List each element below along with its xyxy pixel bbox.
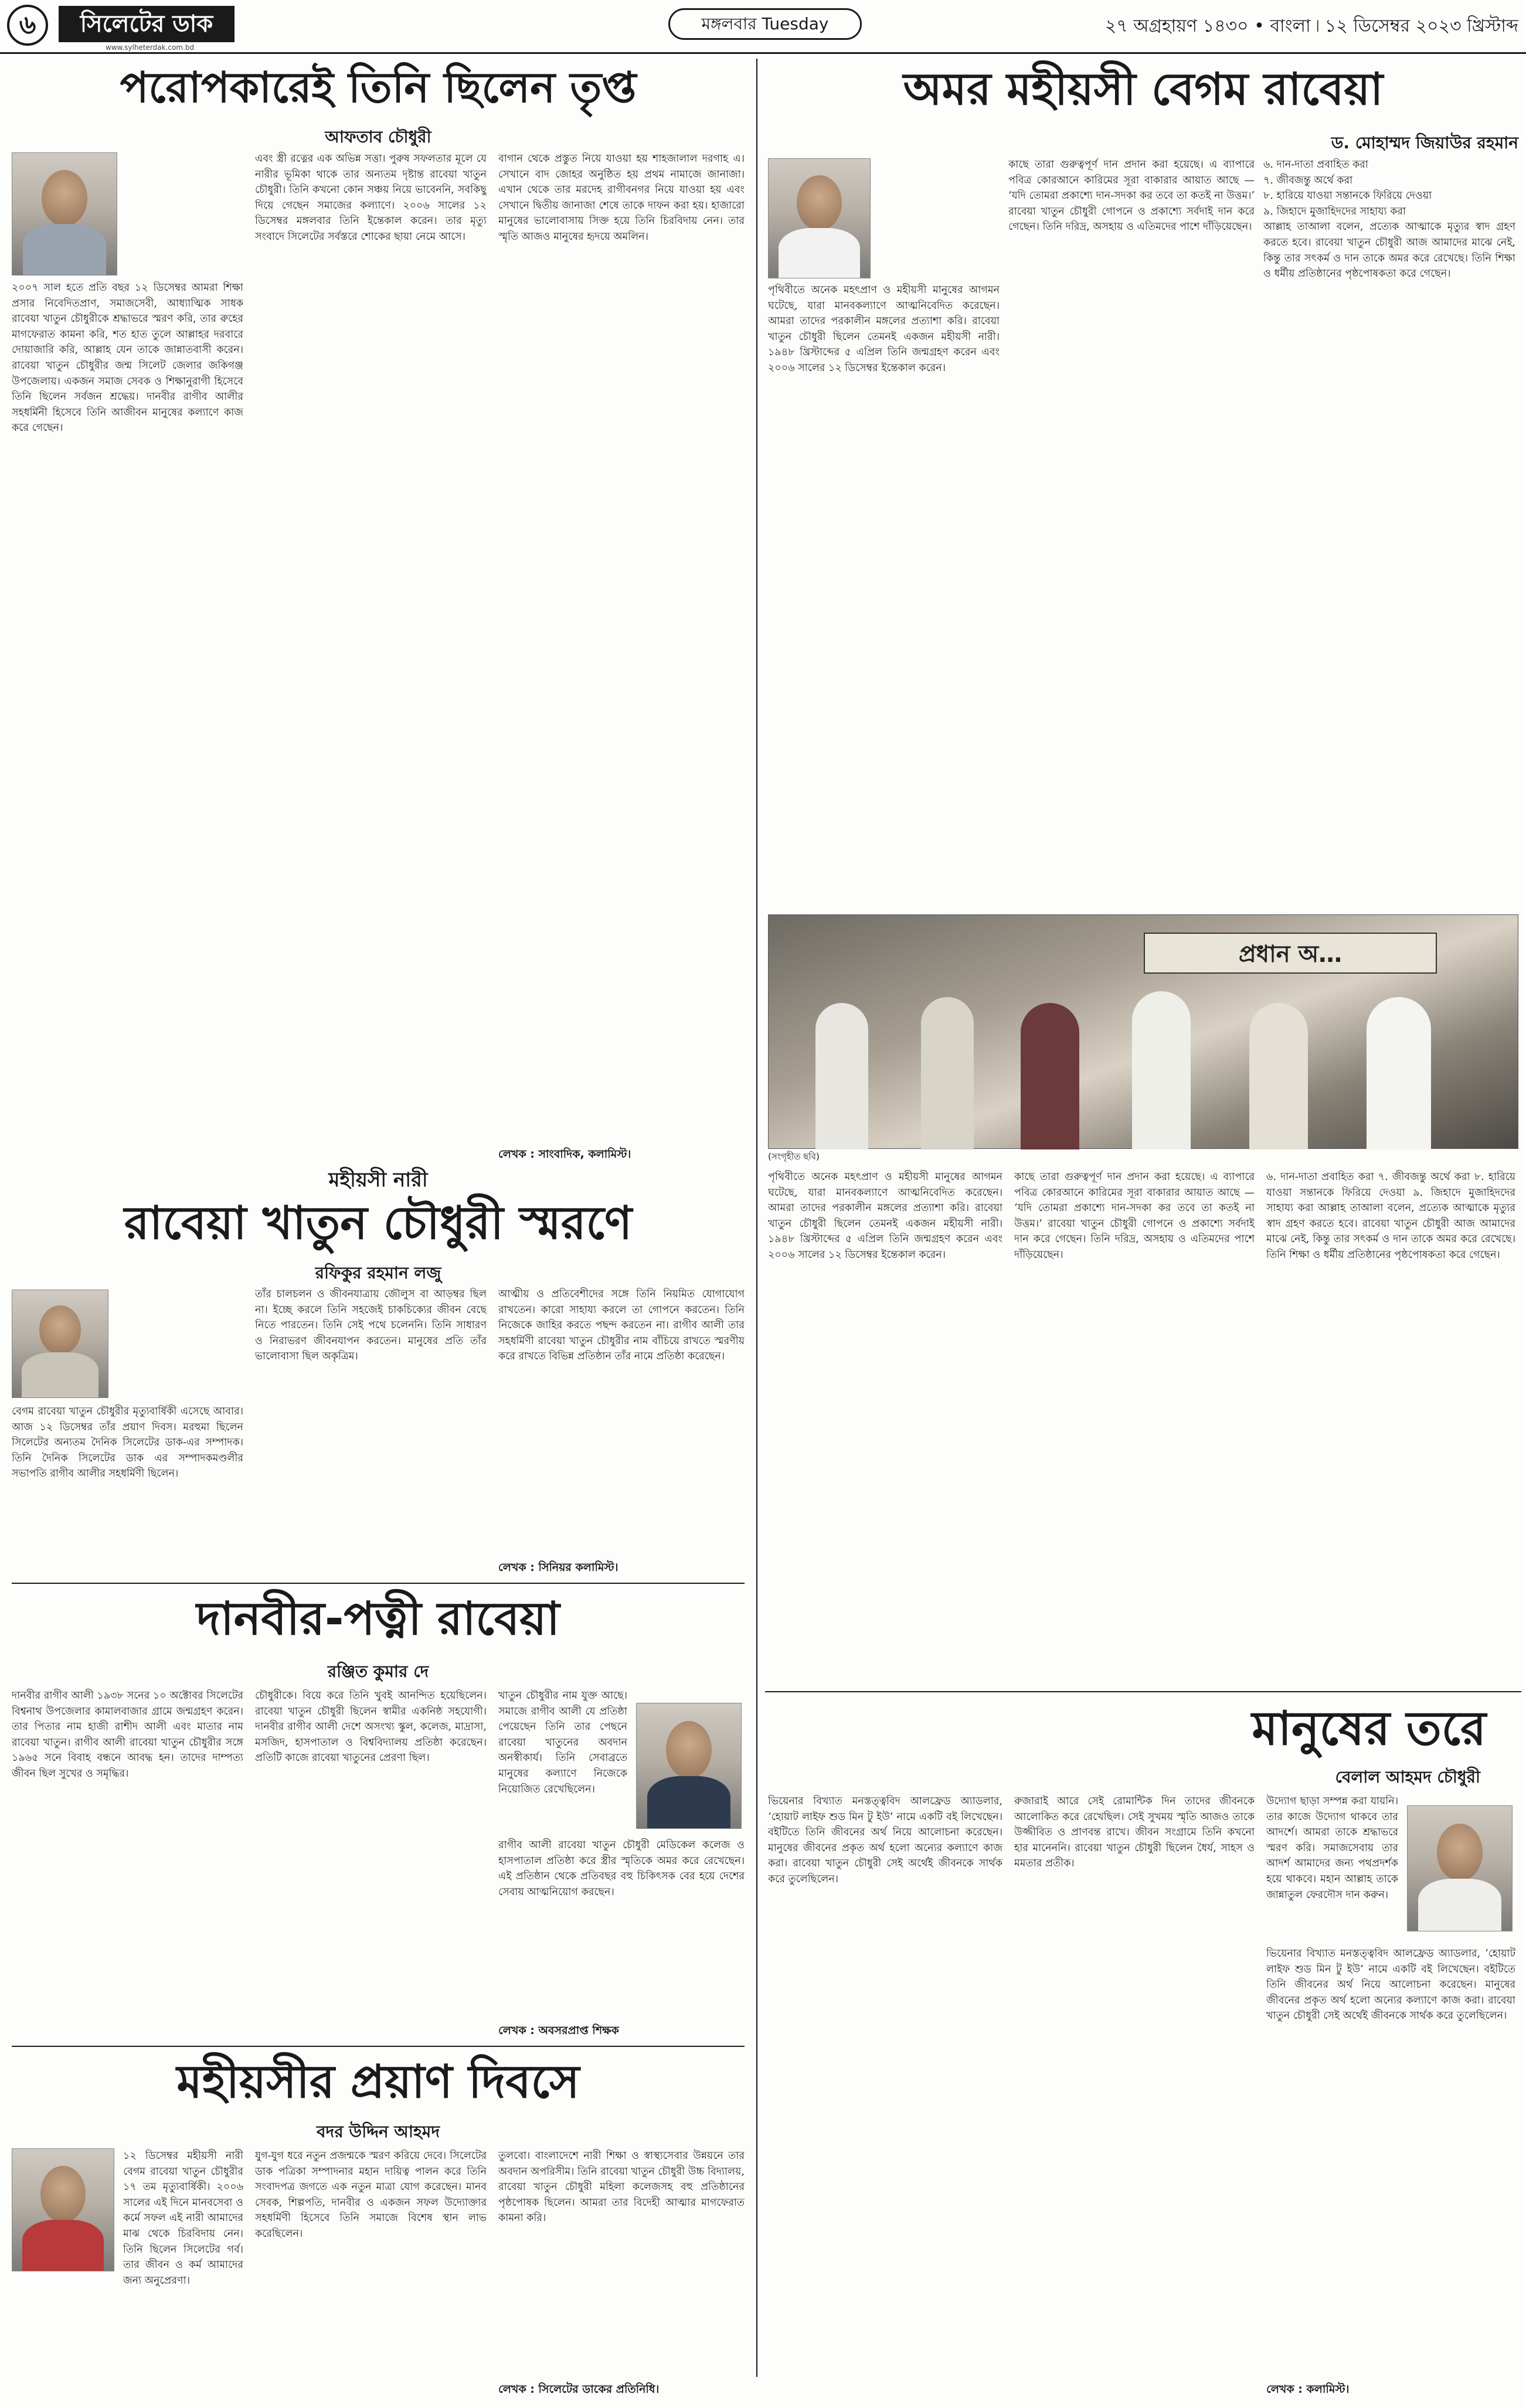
article-4-column-3: খাতুন চৌধুরীর নাম যুক্ত আছে। সমাজে রাগীব আলী যে প্রতিষ্ঠা পেয়েছেন তিনি তার পেছনে রাবেয়া খাতুনের অবদান অনস্বীকার্য। তিনি সেবাব্রতে মানুষের কল্যাণে নিজেকে নিয়োজিত রেখেছিলেন। [498,1690,627,1795]
weekday-badge: মঙ্গলবার Tuesday [668,8,862,40]
article-4-byline: রঞ্জিত কুমার দে [327,1662,429,1681]
author-photo [768,158,871,278]
article-5-column-2: যুগ-যুগ ধরে নতুন প্রজন্মকে স্মরণ করিয়ে দেবে। সিলেটের ডাক পত্রিকা সম্পাদনার মহান দায়িত্ব পালন করে তিনি সংবাদপত্র জগতে এক নতুন মাত্রা যোগ করেছেন। মানব সেবক, শিল্পপতি, দানবীর ও একজন সফল উদ্যোক্তার সহধর্মিণী হিসেবে তিনি সমাজে বিশেষ স্থান লাভ করেছিলেন। [255,2150,487,2240]
page-number: ৬ [7,5,48,46]
article-3-column-1: বেগম রাবেয়া খাতুন চৌধুরীর মৃত্যুবার্ষিকী এসেছে আবার। আজ ১২ ডিসেম্বর তাঁর প্রয়াণ দিবস। মরহুমা ছিলেন সিলেটের অন্যতম দৈনিক সিলেটের ডাক-এর সম্পাদক। তিনি দৈনিক সিলেটের ডাক এর সম্পাদকমণ্ডলীর সভাপতি রাগীব আলীর সহধর্মিণী ছিলেন। [12,1406,243,1480]
article-6-column-3: উদ্যোগ ছাড়া সম্পন্ন করা যায়নি। তার কাজে উদ্যোগ থাকবে তার আদর্শে। আমরা তাকে শ্রদ্ধাভরে স্মরণ করি। সমাজসেবায় তার আদর্শ আমাদের জন্য পথপ্রদর্শক হয়ে থাকবে। মহান আল্লাহ তাকে জান্নাতুল ফেরদৌস দান করুন। [1266,1795,1398,1901]
event-photo [768,914,1518,1149]
article-3-column-2: তাঁর চালচলন ও জীবনযাত্রায় জৌলুস বা আড়ম্বর ছিল না। ইচ্ছে করলে তিনি সহজেই চাকচিক্যের জীবন বেছে নিতে পারতেন। তিনি সেই পথে চলেননি। তিনি সাধারণ ও নিরাভরণ জীবনযাপন করতেন। মানুষের প্রতি তাঁর ভালোবাসা ছিল অকৃত্রিম। [255,1288,487,1363]
article-6-headline: মানুষের তরে [1252,1701,1486,1756]
article-1-byline: আফতাব চৌধুরী [325,127,431,147]
article-1-column-2: এবং স্ত্রী রত্নের এক অভিন্ন সত্তা। পুরুষ সফলতার মূলে যে নারীর ভূমিকা থাকে তার অন্যতম দৃষ্টান্ত রাবেয়া খাতুন চৌধুরী। তিনি কখনো কোন সঞ্চয় নিয়ে ভাবেননি, সবকিছু দিয়ে গেছেন সমাজের কল্যাণে। ২০০৬ সালের ১২ ডিসেম্বর মঙ্গলবার তিনি ইন্তেকাল করেন। তার মৃত্যু সংবাদে সিলেটের সর্বস্তরে শোকের ছায়া নেমে আসে। [255,153,487,243]
article-1-footer: লেখক : সাংবাদিক, কলামিস্ট। [498,1148,631,1161]
article-6-byline: বেলাল আহমদ চৌধুরী [1335,1767,1480,1787]
article-5-headline: মহীয়সীর প্রয়াণ দিবসে [176,2056,580,2108]
author-photo [1407,1805,1513,1931]
article-4-headline: দানবীর-পত্নী রাবেয়া [196,1593,560,1645]
article-5-byline: বদর উদ্দিন আহমদ [316,2122,440,2141]
author-photo [12,152,117,276]
article-4-column-4: রাগীব আলী রাবেয়া খাতুন চৌধুরী মেডিকেল কলেজ ও হাসপাতাল প্রতিষ্ঠা করে স্ত্রীর স্মৃতিকে অমর করে রেখেছেন। এই প্রতিষ্ঠান থেকে প্রতিবছর বহু চিকিৎসক বের হয়ে দেশের সেবায় আত্মনিয়োগ করছেন। [498,1839,745,1898]
article-3-byline: রফিকুর রহমান লজু [315,1263,441,1283]
article-4-column-2: চৌধুরীকে। বিয়ে করে তিনি খুবই আনন্দিত হয়েছিলেন। রাবেয়া খাতুন চৌধুরী ছিলেন স্বামীর একনিষ্ঠ সহযোগী। দানবীর রাগীব আলী দেশে অসংখ্য স্কুল, কলেজ, মাদ্রাসা, মসজিদ, হাসপাতাল ও বিশ্ববিদ্যালয় প্রতিষ্ঠা করেছেন। প্রতিটি কাজে রাবেয়া খাতুনের প্রেরণা ছিল। [255,1690,487,1764]
section-divider [12,2046,745,2047]
article-1-headline: পরোপকারেই তিনি ছিলেন তৃপ্ত [120,63,637,112]
article-4-footer: লেখক : অবসরপ্রাপ্ত শিক্ষক [498,2024,619,2037]
article-4-column-1: দানবীর রাগীব আলী ১৯৩৮ সনের ১০ অক্টোবর সিলেটের বিশ্বনাথ উপজেলার কামালবাজার গ্রামে জন্মগ্রহণ করেন। তার পিতার নাম হাজী রাশীদ আলী এবং মাতার নাম রাবেয়া খাতুন। রাগীব আলী রাবেয়া খাতুন চৌধুরীর সঙ্গে ১৯৬৫ সনে বিবাহ বন্ধনে আবদ্ধ হন। তাদের দাম্পত্য জীবন ছিল সুখের ও সমৃদ্ধির। [12,1690,243,1780]
article-6-column-4: ভিয়েনার বিখ্যাত মনস্তত্ত্ববিদ আলফ্রেড অ্যাডলার, ‘হোয়াট লাইফ শুড মিন টু ইউ’ নামে একটি বই লিখেছেন। বইটিতে তিনি জীবনের অর্থ নিয়ে আলোচনা করেছেন। মানুষের জীবনের প্রকৃত অর্থ হলো অন্যের কল্যাণে কাজ করা। রাবেয়া খাতুন চৌধুরী সেই অর্থেই জীবনকে সার্থক করে তুলেছিলেন। [1266,1948,1515,2022]
article-3-headline: রাবেয়া খাতুন চৌধুরী স্মরণে [124,1197,633,1250]
article-1-column-1: ২০০৭ সাল হতে প্রতি বছর ১২ ডিসেম্বর আমরা শিক্ষা প্রসার নিবেদিতপ্রাণ, সমাজসেবী, আধ্যাত্মিক সাধক রাবেয়া খাতুন চৌধুরীকে শ্রদ্ধাভরে স্মরণ করি, তার রুহের মাগফেরাত কামনা করি, শত হাত তুলে আল্লাহর দরবারে দোয়াজারি করি, আল্লাহ যেন তাকে জান্নাতবাসী করেন। রাবেয়া খাতুন চৌধুরীর জন্ম সিলেট জেলার জকিগঞ্জ উপজেলায়। একজন সমাজ সেবক ও শিক্ষানুরাগী হিসেবে তিনি ছিলেন সর্বজন শ্রদ্ধেয়। দানবীর রাগীব আলীর সহধর্মিনী হিসেবে তিনি আজীবন মানুষের কল্যাণে কাজ করে গেছেন। [12,282,243,434]
article-2-column-1: পৃথিবীতে অনেক মহৎপ্রাণ ও মহীয়সী মানুষের আগমন ঘটেছে, যারা মানবকল্যাণে আত্মনিবেদিত করেছেন। আমরা তাদের পরকালীন মঙ্গলের প্রত্যাশা করি। রাবেয়া খাতুন চৌধুরী ছিলেন তেমনই একজন মহীয়সী নারী। ১৯৪৮ খ্রিস্টাব্দের ৫ এপ্রিল তিনি জন্মগ্রহণ করেন এবং ২০০৬ সালের ১২ ডিসেম্বর ইন্তেকাল করেন। [768,284,1000,374]
article-2-column-3: ৬. দান-দাতা প্রবাহিত করা ৭. জীবজন্তু অর্থে করা ৮. হারিয়ে যাওয়া সন্তানকে ফিরিয়ে দেওয়া ৯. জিহাদে মুজাহিদদের সাহায্য করা আল্লাহ তাআলা বলেন, প্রত্যেক আত্মাকে মৃত্যুর স্বাদ গ্রহণ করতে হবে। রাবেয়া খাতুন চৌধুরী আজ আমাদের মাঝে নেই, কিন্তু তার সৎকর্ম ও দান তাকে অমর করে রেখেছে। তিনি শিক্ষা ও ধর্মীয় প্রতিষ্ঠানের পৃষ্ঠপোষকতা করে গেছেন। [1263,159,1515,280]
masthead [0,0,1526,54]
article-6-column-2: রুজারাই আরে সেই রোমান্টিক দিন তাদের জীবনকে আলোকিত করে রেখেছিল। সেই সুখময় স্মৃতি আজও তাকে উজ্জীবিত ও প্রাণবন্ত রাখে। জীবন সংগ্রামে তিনি কখনো হার মানেননি। রাবেয়া খাতুন চৌধুরী ছিলেন ধৈর্য, সাহস ও মমতার প্রতীক। [1014,1795,1255,1870]
article-6-column-1: ভিয়েনার বিখ্যাত মনস্তত্ত্ববিদ আলফ্রেড অ্যাডলার, ‘হোয়াট লাইফ শুড মিন টু ইউ’ নামে একটি বই লিখেছেন। বইটিতে তিনি জীবনের অর্থ নিয়ে আলোচনা করেছেন। মানুষের জীবনের প্রকৃত অর্থ হলো অন্যের কল্যাণে কাজ করা। রাবেয়া খাতুন চৌধুরী সেই অর্থেই জীবনকে সার্থক করে তুলেছিলেন। [768,1795,1002,1885]
article-2-column-4: পৃথিবীতে অনেক মহৎপ্রাণ ও মহীয়সী মানুষের আগমন ঘটেছে, যারা মানবকল্যাণে আত্মনিবেদিত করেছেন। আমরা তাদের পরকালীন মঙ্গলের প্রত্যাশা করি। রাবেয়া খাতুন চৌধুরী ছিলেন তেমনই একজন মহীয়সী নারী। ১৯৪৮ খ্রিস্টাব্দের ৫ এপ্রিল তিনি জন্মগ্রহণ করেন এবং ২০০৬ সালের ১২ ডিসেম্বর ইন্তেকাল করেন। [768,1171,1002,1261]
article-3-column-3: আত্মীয় ও প্রতিবেশীদের সঙ্গে তিনি নিয়মিত যোগাযোগ রাখতেন। কারো সাহায্য করলে তা গোপনে করতেন। তিনি নিজেকে জাহির করতে পছন্দ করতেন না। রাগীব আলী তার সহধর্মিণী রাবেয়া খাতুন চৌধুরীর নাম বাঁচিয়ে রাখতে স্মরণীয় করে রাখতে বিভিন্ন প্রতিষ্ঠান তাঁর নামে প্রতিষ্ঠা করেছেন। [498,1288,745,1363]
article-5-column-1-text: ১২ ডিসেম্বর মহীয়সী নারী বেগম রাবেয়া খাতুন চৌধুরীর ১৭ তম মৃত্যুবার্ষিকী। ২০০৬ সালের এই দিনে মানবসেবা ও কর্মে সফল এই নারী আমাদের মাঝ থেকে চিরবিদায় নেন। তিনি ছিলেন সিলেটের গর্ব। তার জীবন ও কর্ম আমাদের জন্য অনুপ্রেরণা। [123,2150,243,2287]
website-url: www.sylheterdak.com.bd [106,43,195,52]
article-2-headline: অমর মহীয়সী বেগম রাবেয়া [903,63,1384,115]
column-divider [756,59,757,2377]
section-divider [12,1583,745,1584]
article-5-footer: লেখক : সিলেটের ডাকের প্রতিনিধি। [498,2383,660,2396]
newspaper-logo: সিলেটের ডাক [59,6,234,42]
photo-banner: প্রধান অ… [1144,933,1437,974]
date-line: ২৭ অগ্রহায়ণ ১৪৩০ • বাংলা ৷ ১২ ডিসেম্বর ২০২৩ খ্রিস্টাব্দ [1104,16,1518,36]
author-photo [12,1290,108,1398]
article-3-kicker: মহীয়সী নারী [328,1168,428,1192]
article-2-column-5: কাছে তারা গুরুত্বপূর্ণ দান প্রদান করা হয়েছে। এ ব্যাপারে পবিত্র কোরআনে কারিমের সূরা বাকারার আয়াত আছে — ‘যদি তোমরা প্রকাশ্যে দান-সদকা কর তবে তা কতই না উত্তম।’ রাবেয়া খাতুন চৌধুরী গোপনে ও প্রকাশ্যে সর্বদাই দান করে গেছেন। তিনি দরিদ্র, অসহায় ও এতিমদের পাশে দাঁড়িয়েছেন। [1014,1171,1255,1261]
photo-caption: (সংগৃহীত ছবি) [768,1151,820,1162]
article-2-column-6: ৬. দান-দাতা প্রবাহিত করা ৭. জীবজন্তু অর্থে করা ৮. হারিয়ে যাওয়া সন্তানকে ফিরিয়ে দেওয়া ৯. জিহাদে মুজাহিদদের সাহায্য করা আল্লাহ তাআলা বলেন, প্রত্যেক আত্মাকে মৃত্যুর স্বাদ গ্রহণ করতে হবে। রাবেয়া খাতুন চৌধুরী আজ আমাদের মাঝে নেই, কিন্তু তার সৎকর্ম ও দান তাকে অমর করে রেখেছে। তিনি শিক্ষা ও ধর্মীয় প্রতিষ্ঠানের পৃষ্ঠপোষকতা করে গেছেন। [1266,1171,1515,1261]
author-photo [636,1703,742,1829]
article-1-column-3: বাগান থেকে প্রস্তুত নিয়ে যাওয়া হয় শাহজালাল দরগাহ এ। সেখানে বাদ জোহর অনুষ্ঠিত হয় প্রথম নামাজে জানাজা। এখান থেকে তার মরদেহ রাগীবনগর নিয়ে যাওয়া হয় এবং সেখানে দ্বিতীয় জানাজা শেষে তাকে দাফন করা হয়। হাজারো মানুষের ভালোবাসায় সিক্ত হয়ে তিনি চিরবিদায় নেন। তার স্মৃতি আজও মানুষের হৃদয়ে অমলিন। [498,153,745,243]
article-1-intro [126,151,243,274]
article-5-column-3: তুলবো। বাংলাদেশে নারী শিক্ষা ও স্বাস্থ্যসেবার উন্নয়নে তার অবদান অপরিসীম। তিনি রাবেয়া খাতুন চৌধুরী উচ্চ বিদ্যালয়, রাবেয়া খাতুন চৌধুরী মহিলা কলেজসহ বহু প্রতিষ্ঠানের পৃষ্ঠপোষক ছিলেন। আমরা তার বিদেহী আত্মার মাগফেরাত কামনা করি। [498,2150,745,2225]
article-3-footer: লেখক : সিনিয়র কলামিস্ট। [498,1561,618,1574]
article-6-footer: লেখক : কলামিস্ট। [1266,2383,1350,2396]
article-2-column-2: কাছে তারা গুরুত্বপূর্ণ দান প্রদান করা হয়েছে। এ ব্যাপারে পবিত্র কোরআনে কারিমের সূরা বাকারার আয়াত আছে — ‘যদি তোমরা প্রকাশ্যে দান-সদকা কর তবে তা কতই না উত্তম।’ রাবেয়া খাতুন চৌধুরী গোপনে ও প্রকাশ্যে সর্বদাই দান করে গেছেন। তিনি দরিদ্র, অসহায় ও এতিমদের পাশে দাঁড়িয়েছেন। [1008,159,1255,233]
section-divider [765,1691,1521,1692]
article-2-byline: ড. মোহাম্মদ জিয়াউর রহমান [1331,133,1518,152]
article-5-column-1 [12,2148,243,2395]
